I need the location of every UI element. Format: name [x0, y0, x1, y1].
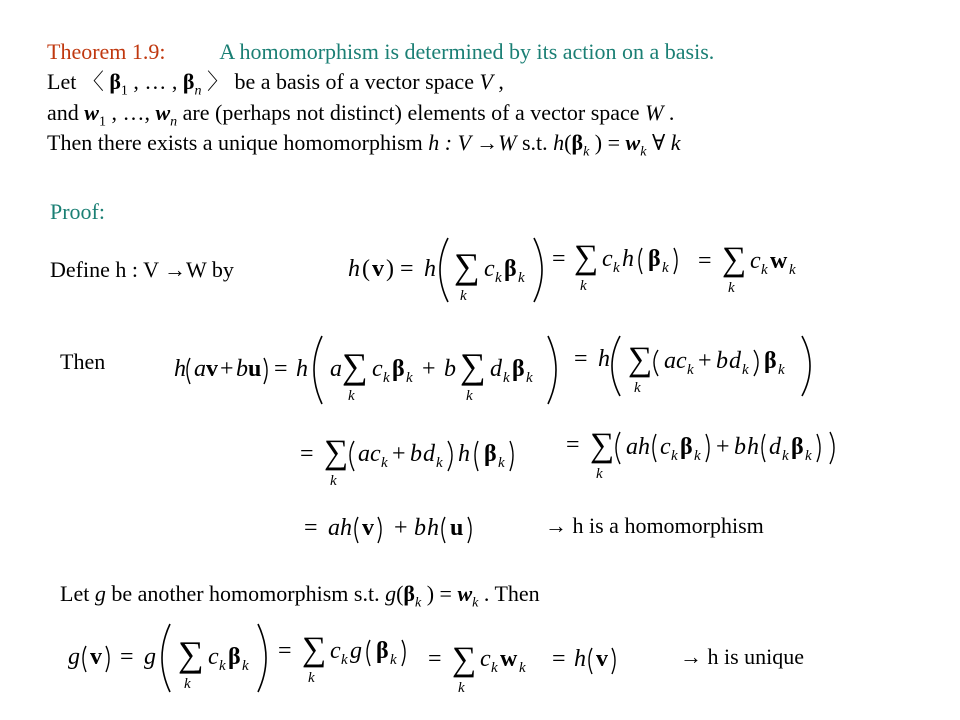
svg-text:k: k — [341, 652, 348, 668]
svg-text:k: k — [460, 288, 467, 304]
svg-text:a: a — [626, 434, 638, 460]
subscript: k — [640, 144, 647, 160]
svg-text:k: k — [406, 370, 413, 386]
svg-text:k: k — [383, 370, 390, 386]
beta-symbol: β — [182, 69, 195, 94]
svg-text:h: h — [638, 434, 650, 460]
w-symbol: w — [625, 130, 641, 155]
svg-text:(: ( — [362, 256, 370, 282]
beta-symbol: β — [403, 581, 415, 606]
svg-text:k: k — [436, 455, 443, 471]
let-g-line — [60, 582, 540, 615]
svg-text:k: k — [184, 676, 191, 692]
svg-text:): ) — [386, 256, 394, 282]
svg-text:k: k — [458, 680, 465, 696]
svg-text:k: k — [519, 660, 526, 676]
svg-text:k: k — [498, 455, 505, 471]
svg-text:h: h — [348, 256, 360, 282]
svg-text:d: d — [490, 356, 502, 382]
svg-text:h: h — [622, 246, 634, 272]
svg-text:∑: ∑ — [324, 434, 349, 471]
svg-text:=: = — [400, 256, 414, 282]
svg-text:b: b — [236, 356, 248, 382]
svg-text:k: k — [526, 370, 533, 386]
svg-text:∑: ∑ — [302, 631, 327, 668]
svg-text:k: k — [742, 362, 749, 378]
svg-text:k: k — [728, 280, 735, 296]
svg-text:v: v — [206, 356, 218, 382]
theorem-title: A homomorphism is determined by its action on a basis. — [219, 39, 715, 64]
svg-text:k: k — [694, 448, 701, 464]
svg-text:k: k — [503, 370, 510, 386]
svg-text:a: a — [328, 515, 340, 541]
svg-text:c: c — [372, 356, 383, 382]
subscript: n — [194, 83, 202, 99]
text-fragment: ) = — [589, 130, 626, 155]
svg-text:k: k — [580, 278, 587, 294]
svg-text:d: d — [423, 441, 435, 467]
svg-text:g: g — [350, 638, 362, 664]
svg-text:+: + — [220, 356, 234, 382]
svg-text:+: + — [394, 515, 408, 541]
svg-text:h: h — [598, 346, 610, 372]
svg-text:c: c — [602, 246, 613, 272]
svg-text:h: h — [427, 515, 439, 541]
svg-text:+: + — [716, 434, 730, 460]
vector-space-w: W — [645, 100, 664, 125]
svg-text:β: β — [376, 638, 389, 664]
svg-text:∑: ∑ — [628, 341, 653, 378]
svg-text:+: + — [422, 356, 436, 382]
svg-text:∑: ∑ — [590, 427, 615, 464]
svg-text:∑: ∑ — [178, 634, 204, 674]
w-symbol: w — [84, 100, 99, 125]
svg-text:u: u — [248, 356, 262, 382]
svg-text:v: v — [90, 644, 102, 670]
g-symbol: g — [385, 581, 397, 606]
text-fragment: ( — [564, 130, 572, 155]
text-fragment: , …, — [105, 100, 156, 125]
svg-text:k: k — [466, 388, 473, 404]
svg-text:h: h — [458, 441, 470, 467]
svg-text:β: β — [504, 256, 517, 282]
svg-text:=: = — [120, 644, 134, 670]
text-fragment: be another homomorphism s.t. — [105, 581, 386, 606]
linearity-equation-3 — [562, 420, 862, 490]
svg-text:a: a — [358, 441, 370, 467]
svg-text:∑: ∑ — [342, 346, 368, 386]
svg-text:β: β — [648, 246, 661, 272]
svg-text:h: h — [174, 356, 186, 382]
svg-text:β: β — [484, 441, 497, 467]
text-fragment: ) = — [421, 581, 458, 606]
svg-text:b: b — [410, 441, 422, 467]
svg-text:=: = — [300, 441, 314, 467]
svg-text:∑: ∑ — [452, 641, 477, 678]
svg-text:b: b — [444, 356, 456, 382]
svg-text:c: c — [208, 644, 219, 670]
svg-text:k: k — [782, 448, 789, 464]
svg-text:=: = — [566, 432, 580, 458]
svg-text:k: k — [634, 380, 641, 396]
theorem-line-4 — [47, 131, 680, 164]
svg-text:k: k — [761, 262, 768, 278]
svg-text:∑: ∑ — [722, 241, 747, 278]
svg-text:k: k — [491, 660, 498, 676]
text-fragment: , — [492, 69, 504, 94]
svg-text:k: k — [242, 658, 249, 674]
svg-text:h: h — [340, 515, 352, 541]
text-fragment: . — [663, 100, 675, 125]
svg-text:v: v — [596, 646, 608, 672]
svg-text:k: k — [687, 362, 694, 378]
definition-equation — [340, 230, 820, 310]
svg-text:∑: ∑ — [454, 246, 480, 286]
svg-text:c: c — [484, 256, 495, 282]
map-notation: h : V →W — [428, 130, 517, 155]
svg-text:b: b — [734, 434, 746, 460]
svg-text:k: k — [330, 473, 337, 489]
subscript: k — [415, 595, 422, 611]
svg-text:k: k — [671, 448, 678, 464]
beta-symbol: β — [571, 130, 584, 155]
svg-text:β: β — [680, 434, 693, 460]
svg-text:h: h — [747, 434, 759, 460]
text-fragment: Let 〈 — [47, 69, 110, 94]
text-fragment: , … , — [127, 69, 183, 94]
linearity-equation-4 — [300, 505, 500, 549]
svg-text:v: v — [362, 515, 374, 541]
linearity-equation-2 — [296, 425, 546, 495]
text-fragment: Then there exists a unique homomorphism — [47, 130, 429, 155]
then-label: Then — [60, 349, 106, 374]
unique-conclusion: → h is unique — [680, 644, 805, 669]
text-fragment: Let — [60, 581, 95, 606]
svg-text:k: k — [495, 270, 502, 286]
svg-text:=: = — [574, 346, 588, 372]
svg-text:a: a — [330, 356, 342, 382]
svg-text:β: β — [392, 356, 405, 382]
svg-text:k: k — [805, 448, 812, 464]
subscript: k — [583, 144, 590, 160]
svg-text:+: + — [392, 441, 406, 467]
svg-text:c: c — [370, 441, 381, 467]
svg-text:=: = — [428, 646, 442, 672]
svg-text:=: = — [552, 246, 566, 272]
svg-text:∑: ∑ — [460, 346, 486, 386]
svg-text:β: β — [764, 348, 777, 374]
svg-text:k: k — [662, 260, 669, 276]
svg-text:k: k — [348, 388, 355, 404]
define-label: Define h : V →W by — [50, 257, 234, 282]
svg-text:k: k — [613, 260, 620, 276]
svg-text:c: c — [676, 348, 687, 374]
svg-text:k: k — [789, 262, 796, 278]
subscript: 1 — [120, 83, 128, 99]
theorem-label: Theorem 1.9: — [47, 39, 166, 64]
svg-text:+: + — [698, 348, 712, 374]
svg-text:k: k — [381, 455, 388, 471]
svg-text:=: = — [698, 248, 712, 274]
svg-text:g: g — [144, 644, 156, 670]
proof-label: Proof: — [50, 199, 105, 224]
text-fragment: and — [47, 100, 85, 125]
svg-text:k: k — [518, 270, 525, 286]
svg-text:d: d — [729, 348, 741, 374]
text-fragment: ( — [396, 581, 404, 606]
homomorphism-conclusion: → h is a homomorphism — [545, 513, 764, 538]
svg-text:=: = — [274, 356, 288, 382]
h-symbol: h — [553, 130, 565, 155]
svg-text:h: h — [574, 646, 586, 672]
svg-text:a: a — [664, 348, 676, 374]
svg-text:∑: ∑ — [574, 239, 599, 276]
svg-text:v: v — [372, 256, 384, 282]
svg-text:k: k — [390, 652, 397, 668]
svg-text:c: c — [330, 638, 341, 664]
subscript: n — [170, 114, 178, 130]
g-symbol: g — [94, 581, 106, 606]
text-fragment: s.t. — [516, 130, 554, 155]
svg-text:=: = — [304, 515, 318, 541]
svg-text:β: β — [228, 644, 241, 670]
svg-text:h: h — [424, 256, 436, 282]
w-symbol: w — [155, 100, 171, 125]
text-fragment: . Then — [478, 581, 540, 606]
svg-text:u: u — [450, 515, 464, 541]
svg-text:c: c — [660, 434, 671, 460]
linearity-equation-1 — [170, 330, 830, 410]
uniqueness-equation — [60, 618, 660, 698]
beta-symbol: β — [109, 69, 121, 94]
svg-text:c: c — [750, 248, 761, 274]
svg-text:β: β — [512, 356, 525, 382]
svg-text:g: g — [68, 644, 80, 670]
text-fragment: are (perhaps not distinct) elements of a vector space — [177, 100, 646, 125]
svg-text:=: = — [552, 646, 566, 672]
subscript: k — [472, 595, 479, 611]
svg-text:=: = — [278, 638, 292, 664]
svg-text:b: b — [414, 515, 426, 541]
svg-text:k: k — [308, 670, 315, 686]
svg-text:c: c — [480, 646, 491, 672]
svg-text:k: k — [778, 362, 785, 378]
vector-space-v: V — [479, 69, 493, 94]
svg-text:w: w — [500, 646, 518, 672]
svg-text:h: h — [296, 356, 308, 382]
svg-text:β: β — [791, 434, 804, 460]
k-symbol: k — [670, 130, 681, 155]
subscript: 1 — [98, 114, 106, 130]
w-symbol: w — [457, 581, 473, 606]
svg-text:k: k — [219, 658, 226, 674]
svg-text:k: k — [596, 466, 603, 482]
svg-text:d: d — [769, 434, 781, 460]
svg-text:w: w — [770, 248, 788, 274]
text-fragment: ∀ — [646, 130, 671, 155]
svg-text:b: b — [716, 348, 728, 374]
theorem-line-1 — [47, 40, 714, 64]
theorem-line-2 — [47, 70, 504, 103]
text-fragment: 〉 be a basis of a vector space — [201, 69, 480, 94]
svg-text:a: a — [194, 356, 206, 382]
